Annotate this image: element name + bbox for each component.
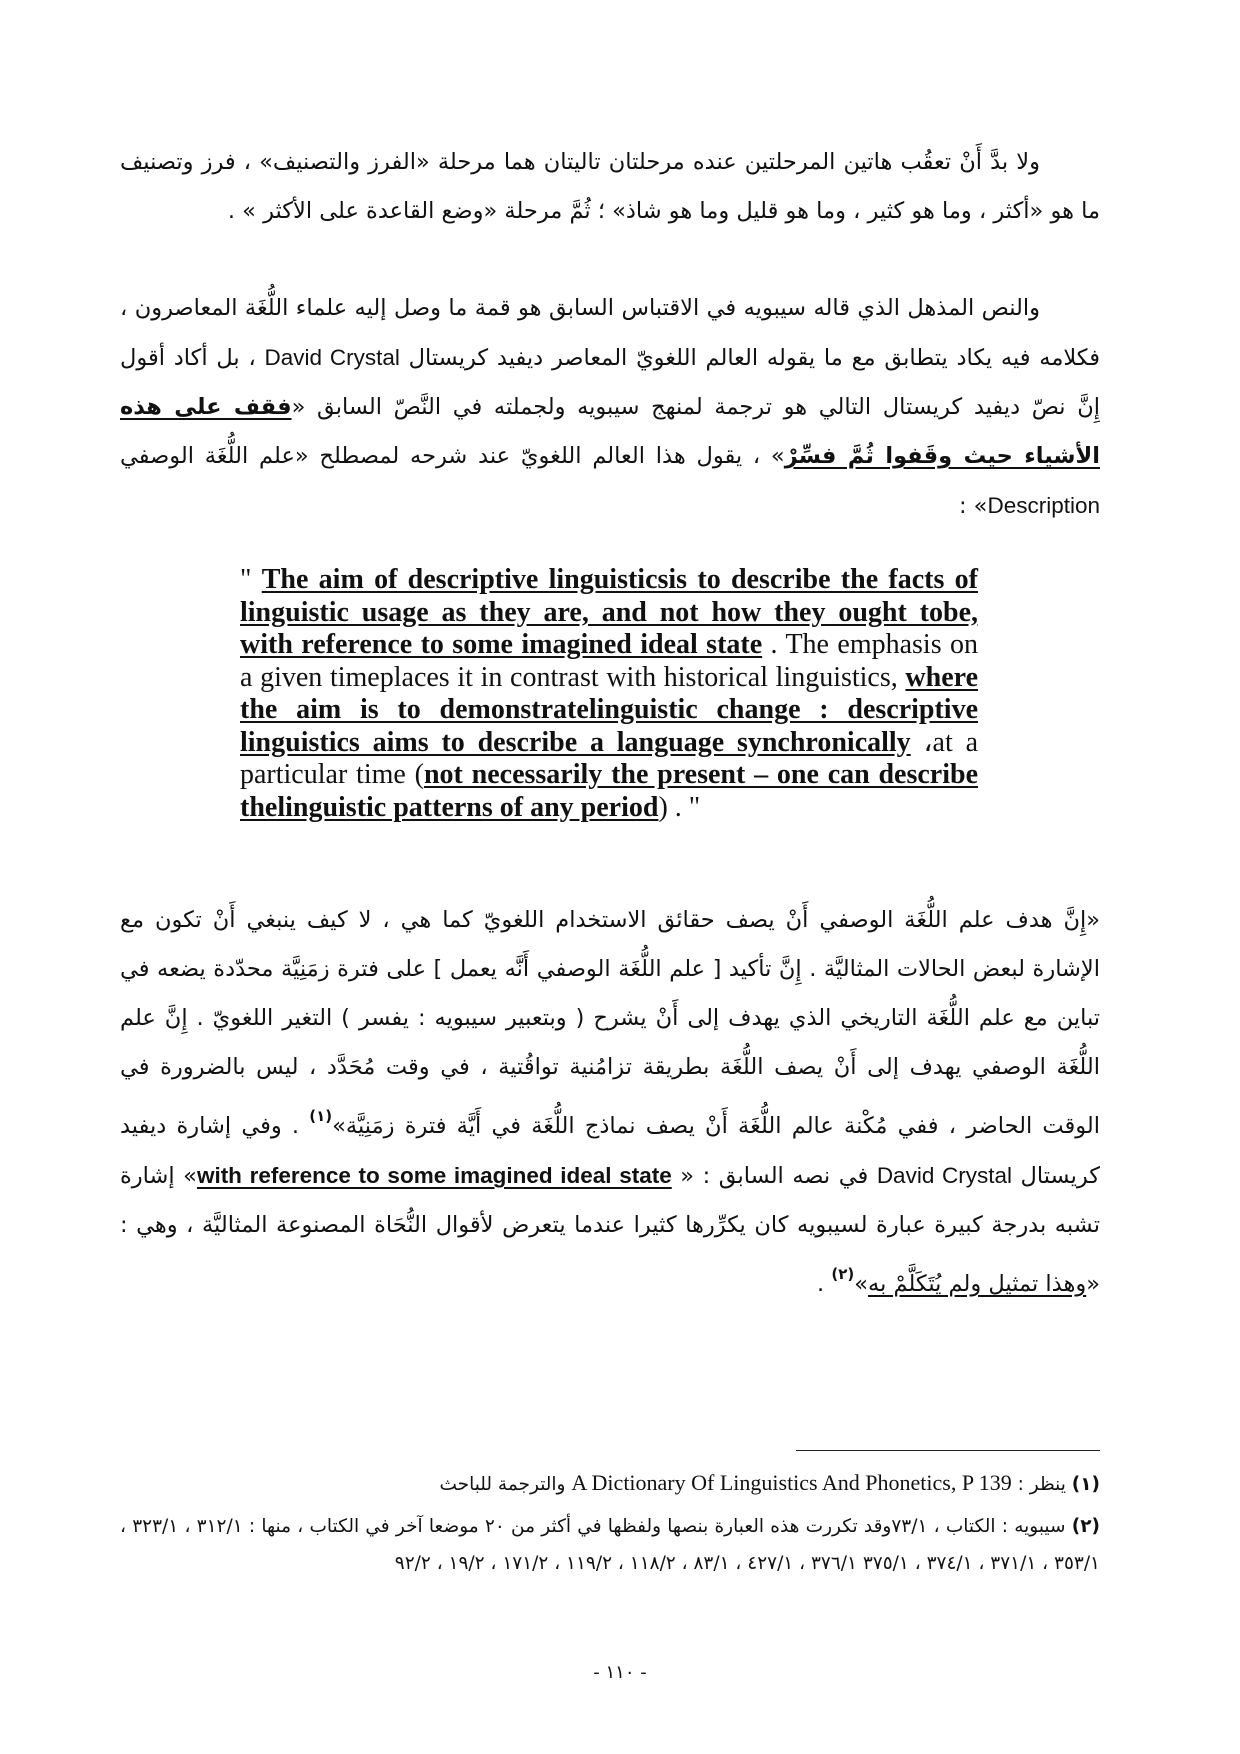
quote-underlined-2: where the aim is to demonstratelinguistic change : descriptive linguistics aims to describe a language synchronically xyxy=(240,661,978,758)
footnote-ref-2[interactable]: (٢) xyxy=(831,1265,855,1283)
page-number: - ١١٠ - xyxy=(593,1662,647,1683)
paragraph-text: » : xyxy=(958,493,988,519)
quote-underlined-3: not necessarily the present – one can describe thelinguistic patterns of any period xyxy=(240,759,979,823)
quote-text-3: ) . " xyxy=(658,791,701,823)
author-name-en: David Crystal xyxy=(876,1163,1012,1188)
footnote-source-en: A Dictionary Of Linguistics And Phonetics, P 139 xyxy=(571,1470,1012,1495)
footnote-text: سيبويه : الكتاب ، ٧٣/١وقد تكررت هذه العبارة بنصها ولفظها في أكثر من ٢٠ موضعا آخر في الكتاب ، منها : ٣١٢/١ ، ٣٢٣/١ ، ٣٥٣/١ ، ٣٧١/١ ، ٣٧٤/١ ، ٣٧٥/١ ٣٧٦/١ ، ٤٢٧/١ ، ٨٣/١ ، ١١٨/٢ ، ١١٩/٢ ، ١٧١/٢ ، ١٩/٢ ، ٩٢/٢ xyxy=(120,1516,1100,1574)
footnote-label: (٢) xyxy=(1071,1516,1100,1537)
footnote-2 xyxy=(120,1508,1100,1582)
ideal-state-phrase-en: with reference to some imagined ideal state xyxy=(196,1163,672,1188)
paragraph-sorting-stage xyxy=(120,138,1100,236)
paragraph-text: . وفي إشارة ديفيد كريستال xyxy=(120,1113,1101,1189)
sibawayh-quote-emphasis: فقف على هذه الأشياء حيث وقَفوا ثُمَّ فسِّرْ xyxy=(120,394,1100,469)
paragraph-text: «إِنَّ هدف علم اللُّغَة الوصفي أَنْ يصف حقائق الاستخدام اللغويّ كما هي ، لا كيف ينبغي أَنْ تكون مع الإشارة لبعض الحالات المثاليَّة . إِنَّ تأكيد [ علم اللُّغَة الوصفي أَنَّه يعمل ] على فترة زمَنِيَّة محدّدة يضعه في تباين مع علم اللُّغَة التاريخي الذي يهدف إلى أَنْ يشرح ( وبتعبير سيبويه : يفسر ) التغير اللغويّ . إِنَّ علم اللُّغَة الوصفي يهدف إلى أَنْ يصف اللُّغَة بطريقة تزامُنية تواقُتية ، في وقت مُحَدَّد ، ليس بالضرورة في الوقت الحاضر ، ففي مُكْنة عالم اللُّغَة أَنْ يصف نماذج اللُّغَة في أَيَّة فترة زمَنِيَّة» xyxy=(120,907,1101,1139)
footnote-ref-1[interactable]: (١) xyxy=(309,1107,333,1125)
footnote-text: والترجمة للباحث xyxy=(439,1474,572,1495)
quote-text-1: . The emphasis on a given timeplaces it in contrast with historical linguistics, xyxy=(240,629,979,693)
paragraph-text: ، بل أكاد أقول إِنَّ نصّ ديفيد كريستال التالي هو ترجمة لمنهج سيبويه ولجملته في النَّصّ السابق « xyxy=(120,345,1100,420)
footnote-separator xyxy=(796,1450,1100,1451)
sibawayh-phrase-underlined: وهذا تمثيل ولم يُتَكَلَّمْ به xyxy=(868,1271,1087,1297)
paragraph-text: ولا بدَّ أَنْ تعقُب هاتين المرحلتين عنده مرحلتان تاليتان هما مرحلة «الفرز والتصنيف» ، فرز وتصنيف ما هو «أكثر ، وما هو كثير ، وما هو قليل وما هو شاذ» ؛ ثُمَّ مرحلة «وضع القاعدة على الأكثر » . xyxy=(120,149,1100,224)
author-name-en: David Crystal xyxy=(264,345,400,370)
footnote-1 xyxy=(120,1464,1100,1503)
quote-open-mark: " xyxy=(240,564,262,595)
paragraph-crystal-intro xyxy=(120,284,1100,531)
english-block-quote xyxy=(240,564,978,824)
paragraph-arabic-translation xyxy=(120,896,1100,1309)
paragraph-text: في نصه السابق : « xyxy=(671,1163,877,1189)
quote-text-2: ،at a particular time ( xyxy=(240,726,979,790)
paragraph-text: » إشارة تشبه بدرجة كبيرة عبارة لسيبويه كان يكرِّرها كثيرا عندما يتعرض لأقوال النُّحَاة المصنوعة المثاليَّة ، وهي : « xyxy=(120,1163,1100,1297)
paragraph-text: » xyxy=(854,1271,868,1297)
footnote-label: (١) xyxy=(1071,1474,1100,1495)
paragraph-text: » ، يقول هذا العالم اللغويّ عند شرحه لمصطلح «علم اللُّغَة الوصفي xyxy=(120,443,785,469)
term-description-en: Description xyxy=(987,493,1100,518)
footnote-text: ينظر : xyxy=(1011,1474,1072,1495)
paragraph-text: . xyxy=(817,1271,832,1297)
paragraph-text: والنص المذهل الذي قاله سيبويه في الاقتباس السابق هو قمة ما وصل إليه علماء اللُّغَة المعاصرون ، فكلامه فيه يكاد يتطابق مع ما يقوله العالم اللغويّ المعاصر ديفيد كريستال xyxy=(120,295,1100,371)
quote-underlined-1: The aim of descriptive linguisticsis to describe the facts of linguistic usage as they are, and not how they ought tobe, with reference to some imagined ideal state xyxy=(240,564,978,660)
